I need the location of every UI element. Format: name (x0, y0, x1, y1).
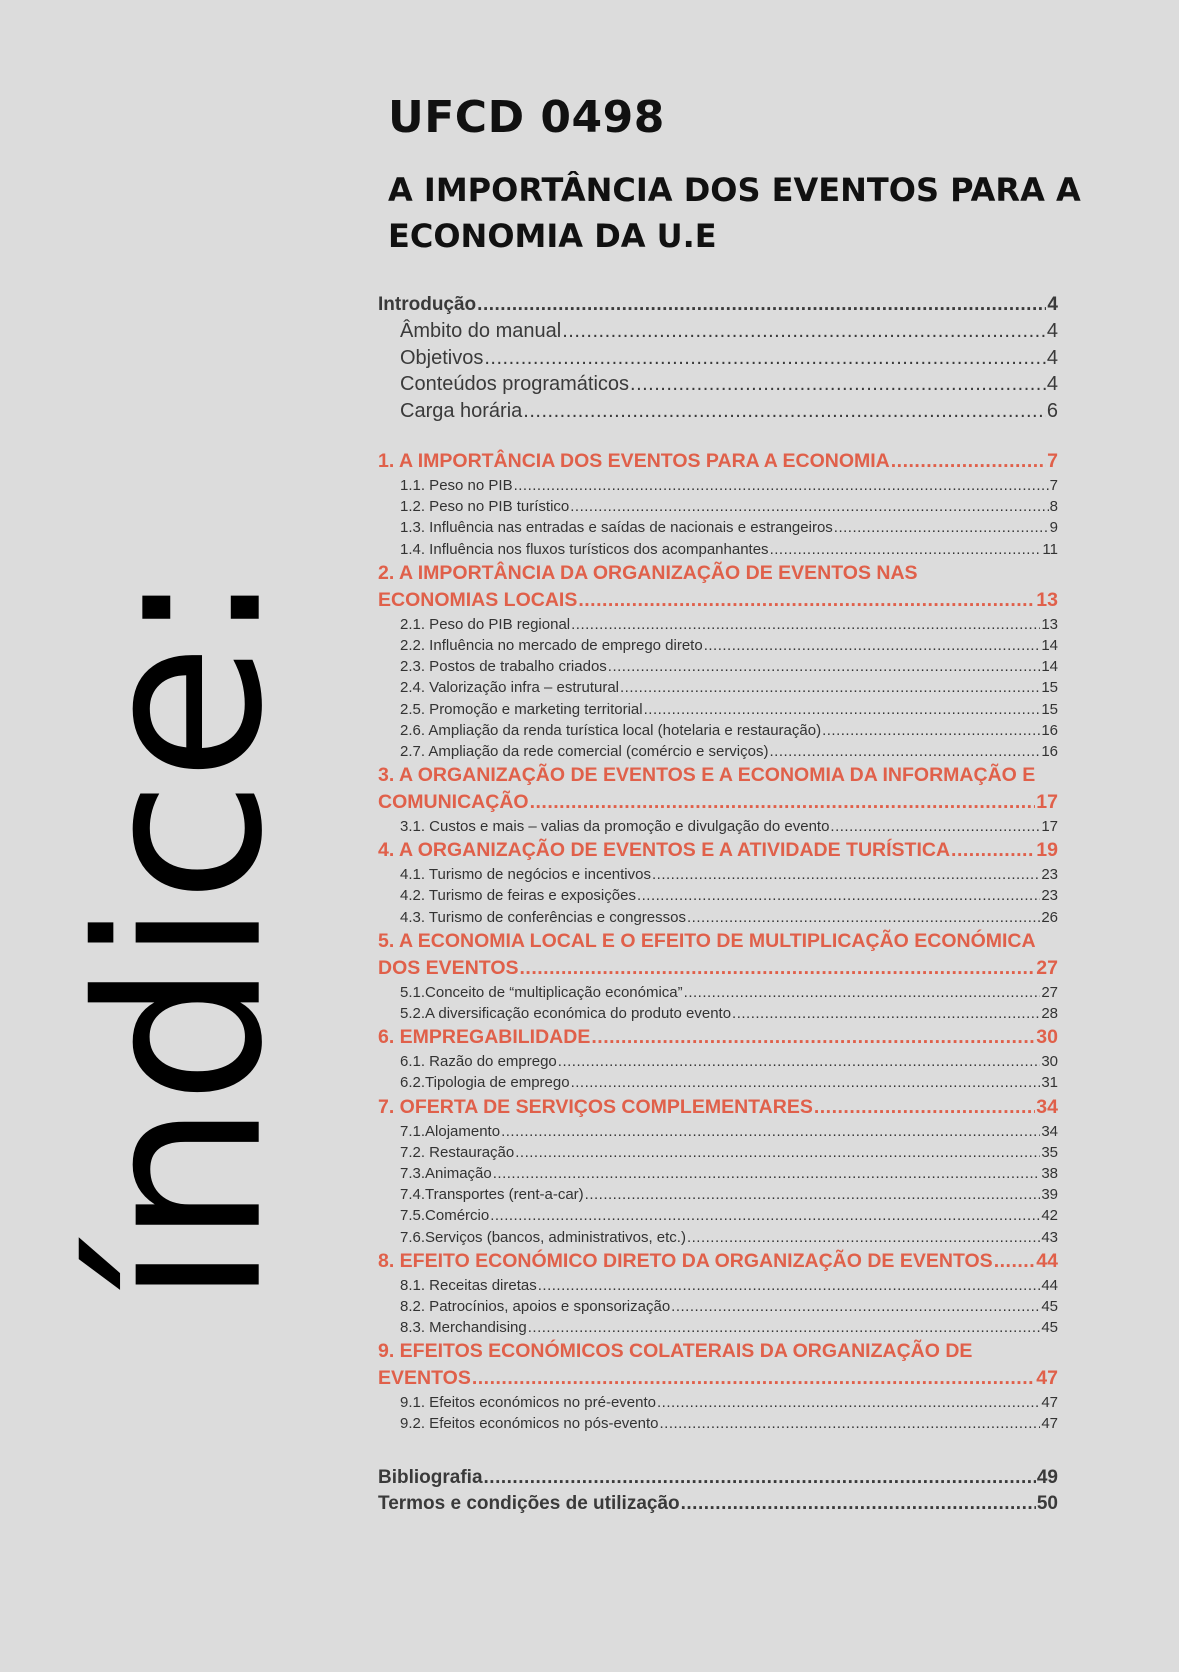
toc-page-number: 39 (1041, 1186, 1058, 1204)
toc-entry-section[interactable] (378, 679, 1058, 700)
leader-dots (687, 1229, 1040, 1246)
toc-entry-label: 8.2. Patrocínios, apoios e sponsorização (400, 1297, 671, 1315)
toc-entry-section[interactable] (378, 1005, 1058, 1026)
toc-entry-label: 7.2. Restauração (400, 1143, 515, 1161)
toc-entry-label: Introdução (378, 294, 477, 315)
toc-page-number: 50 (1036, 1492, 1058, 1514)
toc-page-number: 23 (1041, 887, 1058, 905)
leader-dots (558, 1053, 1041, 1070)
toc-entry-label: 2.3. Postos de trabalho criados (400, 658, 607, 676)
toc-page-number: 7 (1049, 477, 1058, 494)
toc-entry-label: Bibliografia (378, 1466, 483, 1488)
toc-entry-intro-item[interactable] (378, 373, 1058, 400)
toc-entry-label: 8. EFEITO ECONÓMICO DIRETO DA ORGANIZAÇÃO DE EVENTOS (378, 1249, 993, 1272)
toc-entry-label: Objetivos (400, 346, 484, 369)
toc-page-number: 47 (1041, 1415, 1058, 1433)
toc-entry-section[interactable] (378, 1165, 1058, 1186)
toc-page-number: 4 (1046, 346, 1058, 369)
leader-dots (530, 791, 1036, 814)
toc-entry-label: 1.4. Influência nos fluxos turísticos dos acompanhantes (400, 540, 769, 558)
toc-entry-label: 2.7. Ampliação da rede comercial (comércio e serviços) (400, 742, 769, 760)
leader-dots (472, 1367, 1035, 1390)
chapter-heading-line: 3. A ORGANIZAÇÃO DE EVENTOS E A ECONOMIA DA INFORMAÇÃO E (378, 764, 1036, 787)
toc-entry-label: 2.4. Valorização infra – estrutural (400, 679, 620, 697)
toc-entry-introduction[interactable] (378, 294, 1058, 320)
leader-dots (652, 866, 1040, 883)
toc-entry-label: 6.2.Tipologia de emprego (400, 1074, 570, 1092)
toc-entry-section[interactable] (378, 818, 1058, 839)
toc-page-number: 13 (1036, 588, 1058, 611)
toc-entry-label: 7.6.Serviços (bancos, administrativos, etc.) (400, 1228, 686, 1246)
toc-entry-section[interactable] (378, 1319, 1058, 1340)
toc-entry-label: 6. EMPREGABILIDADE (378, 1026, 591, 1049)
course-code: UFCD 0498 (388, 92, 665, 143)
leader-dots (490, 1207, 1040, 1224)
toc-entry-chapter[interactable] (378, 1367, 1058, 1394)
leader-dots (620, 679, 1040, 696)
document-header (388, 92, 1088, 259)
toc-page-number: 47 (1036, 1367, 1058, 1390)
toc-entry-label: COMUNICAÇÃO (378, 791, 529, 814)
toc-entry-label: Carga horária (400, 399, 523, 422)
toc-entry-chapter[interactable] (378, 791, 1058, 818)
toc-page-number: 8 (1049, 498, 1058, 516)
toc-entry-label: 9.2. Efeitos económicos no pós-evento (400, 1415, 659, 1433)
toc-entry-section[interactable] (378, 1277, 1058, 1298)
toc-entry-label: 2.5. Promoção e marketing territorial (400, 700, 643, 718)
leader-dots (515, 1144, 1040, 1161)
toc-entry-label: ECONOMIAS LOCAIS (378, 588, 578, 611)
toc-page-number: 44 (1036, 1249, 1058, 1272)
leader-dots (994, 1250, 1036, 1273)
toc-entry-intro-item[interactable] (378, 400, 1058, 427)
toc-page-number: 15 (1041, 679, 1058, 697)
toc-page-number: 16 (1041, 721, 1058, 739)
leader-dots (501, 1123, 1040, 1140)
leader-dots (732, 1005, 1040, 1022)
toc-entry-label: 5.1.Conceito de “multiplicação económica” (400, 983, 683, 1001)
leader-dots (493, 1165, 1041, 1182)
toc-entry-section[interactable] (378, 984, 1058, 1005)
toc-entry-section[interactable] (378, 866, 1058, 887)
toc-page-number: 47 (1041, 1394, 1058, 1412)
toc-page-number: 14 (1041, 658, 1058, 676)
leader-dots (704, 637, 1041, 654)
toc-entry-section[interactable] (378, 1144, 1058, 1165)
toc-entry-label: 2.2. Influência no mercado de emprego direto (400, 636, 703, 654)
toc-entry-section[interactable] (378, 1123, 1058, 1144)
toc-entry-label: 1. A IMPORTÂNCIA DOS EVENTOS PARA A ECONOMIA (378, 450, 890, 472)
leader-dots (578, 589, 1035, 612)
toc-entry-back-matter[interactable] (378, 1467, 1058, 1493)
table-of-contents (378, 294, 1058, 1519)
toc-page-number: 27 (1036, 956, 1058, 979)
leader-dots (538, 1277, 1041, 1294)
toc-page-number: 43 (1041, 1228, 1058, 1246)
toc-entry-section[interactable] (378, 519, 1058, 540)
toc-entry-section[interactable] (378, 1207, 1058, 1228)
toc-entry-section[interactable] (378, 637, 1058, 658)
course-subtitle: A IMPORTÂNCIA DOS EVENTOS PARA A ECONOMIA DA U.E (388, 171, 1081, 255)
toc-entry-chapter[interactable] (378, 1026, 1058, 1053)
toc-entry-section[interactable] (378, 1186, 1058, 1207)
toc-entry-section[interactable] (378, 1298, 1058, 1319)
leader-dots (562, 320, 1046, 343)
toc-entry-label: 9.1. Efeitos económicos no pré-evento (400, 1394, 656, 1412)
leader-dots (571, 1074, 1041, 1091)
toc-page-number: 42 (1041, 1207, 1058, 1225)
toc-spacer (378, 426, 1058, 450)
leader-dots (591, 1026, 1035, 1049)
toc-entry-label: 7.3.Animação (400, 1164, 492, 1182)
toc-entry-label: DOS EVENTOS (378, 956, 519, 979)
leader-dots (769, 743, 1040, 760)
toc-page-number: 49 (1036, 1466, 1058, 1488)
toc-page-number: 26 (1041, 908, 1058, 926)
leader-dots (671, 1298, 1040, 1315)
toc-entry-section[interactable] (378, 1415, 1058, 1436)
leader-dots (891, 450, 1046, 473)
leader-dots (822, 722, 1040, 739)
toc-entry-label: 4.3. Turismo de conferências e congressos (400, 908, 686, 926)
leader-dots (684, 984, 1041, 1001)
toc-entry-label: 1.1. Peso no PIB (400, 477, 513, 494)
toc-page-number: 45 (1041, 1319, 1058, 1337)
leader-dots (814, 1096, 1035, 1119)
toc-entry-label: 3.1. Custos e mais – valias da promoção e divulgação do evento (400, 818, 830, 836)
toc-page-number: 38 (1041, 1164, 1058, 1182)
toc-page-number: 17 (1041, 818, 1058, 836)
toc-page-number: 6 (1046, 399, 1058, 422)
toc-entry-section[interactable] (378, 616, 1058, 637)
toc-entry-section[interactable] (378, 887, 1058, 908)
leader-dots (637, 887, 1040, 904)
toc-entry-section[interactable] (378, 477, 1058, 498)
toc-entry-chapter[interactable] (378, 957, 1058, 984)
leader-dots (687, 909, 1040, 926)
leader-dots (951, 839, 1035, 862)
toc-entry-intro-item[interactable] (378, 347, 1058, 374)
toc-entry-section[interactable] (378, 498, 1058, 519)
leader-dots (528, 1319, 1041, 1336)
toc-page-number: 17 (1036, 791, 1058, 814)
toc-entry-chapter[interactable] (378, 839, 1058, 866)
toc-entry-label: Termos e condições de utilização (378, 1492, 680, 1514)
toc-page-number: 30 (1041, 1053, 1058, 1071)
toc-entry-label: 7.5.Comércio (400, 1207, 490, 1225)
leader-dots (484, 347, 1046, 370)
leader-dots (681, 1493, 1036, 1515)
toc-entry-label: 4.1. Turismo de negócios e incentivos (400, 866, 651, 884)
toc-entry-label: EVENTOS (378, 1367, 471, 1390)
toc-entry-chapter[interactable] (378, 450, 1058, 477)
toc-entry-label: 1.2. Peso no PIB turístico (400, 498, 570, 516)
toc-page-number: 4 (1047, 294, 1058, 315)
toc-entry-label: 2.1. Peso do PIB regional (400, 615, 571, 633)
toc-page-number: 34 (1041, 1122, 1058, 1140)
toc-page-number: 15 (1041, 700, 1058, 718)
leader-dots (770, 541, 1042, 558)
toc-page-number: 27 (1041, 983, 1058, 1001)
leader-dots (570, 498, 1048, 515)
leader-dots (660, 1415, 1041, 1432)
toc-page-number: 14 (1041, 636, 1058, 654)
toc-page-number: 45 (1041, 1297, 1058, 1315)
leader-dots (514, 477, 1049, 494)
leader-dots (608, 658, 1041, 675)
toc-entry-label: 4. A ORGANIZAÇÃO DE EVENTOS E A ATIVIDADE TURÍSTICA (378, 839, 951, 862)
toc-entry-section[interactable] (378, 1053, 1058, 1074)
toc-page-number: 34 (1036, 1095, 1058, 1118)
leader-dots (830, 818, 1040, 835)
toc-page-number: 28 (1041, 1005, 1058, 1022)
toc-page-number: 30 (1036, 1026, 1058, 1049)
toc-entry-label: 6.1. Razão do emprego (400, 1053, 557, 1071)
toc-entry-section[interactable] (378, 743, 1058, 764)
toc-page-number: 19 (1036, 839, 1058, 862)
toc-entry-label: 7. OFERTA DE SERVIÇOS COMPLEMENTARES (378, 1095, 813, 1118)
leader-dots (644, 701, 1041, 718)
leader-dots (657, 1394, 1040, 1411)
leader-dots (571, 616, 1040, 633)
leader-dots (585, 1186, 1041, 1203)
toc-entry-label: 4.2. Turismo de feiras e exposições (400, 887, 636, 905)
toc-entry-intro-item[interactable] (378, 320, 1058, 347)
toc-page-number: 4 (1046, 373, 1058, 395)
toc-page-number: 23 (1041, 866, 1058, 884)
toc-entry-label: 5.2.A diversificação económica do produto evento (400, 1005, 732, 1022)
leader-dots (834, 519, 1049, 536)
toc-page-number: 44 (1041, 1276, 1058, 1294)
toc-entry-label: 8.3. Merchandising (400, 1319, 527, 1337)
toc-entry-section[interactable] (378, 1394, 1058, 1415)
toc-entry-section[interactable] (378, 658, 1058, 679)
toc-entry-chapter[interactable] (378, 1096, 1058, 1123)
toc-entry-section[interactable] (378, 1229, 1058, 1250)
leader-dots (523, 400, 1046, 423)
toc-page-number: 31 (1041, 1074, 1058, 1092)
toc-entry-label: Âmbito do manual (400, 320, 562, 342)
toc-spacer (378, 1437, 1058, 1467)
leader-dots (520, 957, 1036, 980)
toc-entry-back-matter[interactable] (378, 1493, 1058, 1519)
toc-entry-section[interactable] (378, 1074, 1058, 1095)
toc-entry-chapter[interactable] (378, 589, 1058, 616)
leader-dots (484, 1467, 1036, 1489)
toc-page-number: 16 (1041, 742, 1058, 760)
toc-entry-label: 2.6. Ampliação da renda turística local (hotelaria e restauração) (400, 721, 822, 739)
toc-entry-label: 8.1. Receitas diretas (400, 1276, 537, 1294)
index-title-text: índice: (50, 570, 313, 1306)
chapter-heading-line: 9. EFEITOS ECONÓMICOS COLATERAIS DA ORGANIZAÇÃO DE (378, 1340, 973, 1363)
leader-dots (630, 373, 1046, 396)
chapter-heading-line: 5. A ECONOMIA LOCAL E O EFEITO DE MULTIPLICAÇÃO ECONÓMICA (378, 929, 1036, 952)
toc-page-number: 35 (1041, 1143, 1058, 1161)
toc-page-number: 13 (1041, 615, 1058, 633)
leader-dots (477, 294, 1046, 316)
toc-entry-section[interactable] (378, 722, 1058, 743)
toc-entry-section[interactable] (378, 909, 1058, 930)
toc-page-number: 7 (1047, 450, 1058, 472)
toc-entry-chapter[interactable] (378, 1250, 1058, 1277)
index-title-vertical (50, 538, 313, 1338)
chapter-heading-line: 2. A IMPORTÂNCIA DA ORGANIZAÇÃO DE EVENTOS NAS (378, 561, 918, 584)
toc-entry-section[interactable] (378, 541, 1058, 562)
toc-page-number: 9 (1049, 519, 1058, 537)
toc-entry-label: 1.3. Influência nas entradas e saídas de nacionais e estrangeiros (400, 519, 833, 537)
toc-page-number: 4 (1046, 320, 1058, 342)
toc-entry-label: 7.1.Alojamento (400, 1122, 501, 1140)
toc-page-number: 11 (1042, 540, 1058, 558)
toc-entry-label: Conteúdos programáticos (400, 373, 630, 395)
toc-entry-section[interactable] (378, 701, 1058, 722)
toc-entry-label: 7.4.Transportes (rent-a-car) (400, 1186, 584, 1204)
